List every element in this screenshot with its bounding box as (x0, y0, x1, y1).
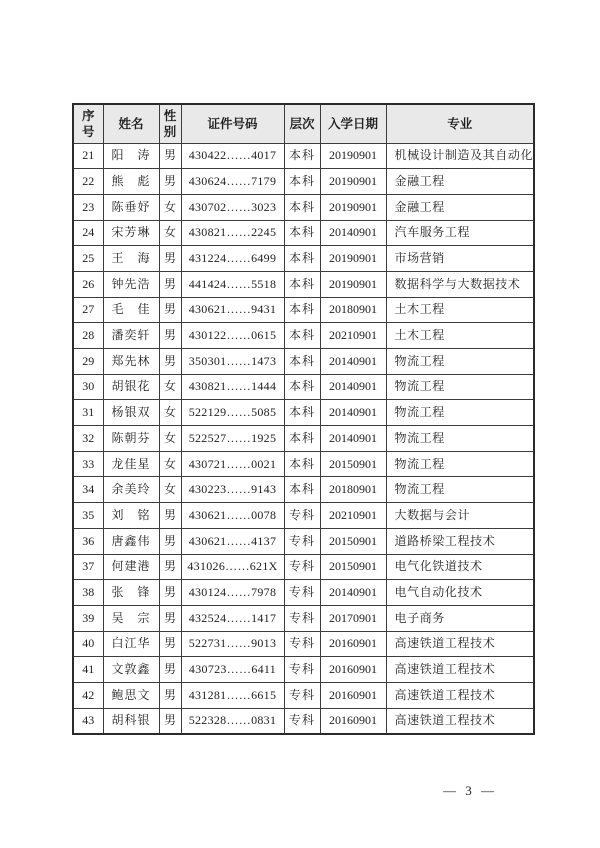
cell-enroll-date: 20190901 (320, 246, 386, 272)
cell-major: 电子商务 (386, 605, 534, 631)
table-header-row (73, 104, 534, 143)
cell-name: 吴 宗 (103, 605, 159, 631)
cell-serial-number: 23 (73, 194, 103, 220)
cell-name: 王 海 (103, 246, 159, 272)
cell-gender: 男 (159, 271, 181, 297)
cell-id-number: 430621……9431 (181, 297, 284, 323)
cell-enroll-date: 20140901 (320, 374, 386, 400)
cell-name: 毛 佳 (103, 297, 159, 323)
table-row (73, 426, 534, 452)
table-row (73, 605, 534, 631)
cell-id-number: 430621……4137 (181, 528, 284, 554)
cell-major: 道路桥梁工程技术 (386, 528, 534, 554)
page-footer (0, 783, 600, 803)
cell-serial-number: 31 (73, 400, 103, 426)
cell-id-number: 522328……0831 (181, 708, 284, 734)
table-row (73, 554, 534, 580)
cell-gender: 女 (159, 477, 181, 503)
cell-enroll-date: 20150901 (320, 451, 386, 477)
cell-level: 专科 (284, 503, 320, 529)
cell-serial-number: 34 (73, 477, 103, 503)
table-body (73, 143, 534, 734)
cell-serial-number: 33 (73, 451, 103, 477)
cell-name: 阳 涛 (103, 143, 159, 169)
header-name: 姓名 (103, 104, 159, 143)
cell-id-number: 430702……3023 (181, 194, 284, 220)
cell-enroll-date: 20140901 (320, 349, 386, 375)
cell-level: 专科 (284, 708, 320, 734)
cell-id-number: 350301……1473 (181, 349, 284, 375)
cell-id-number: 432524……1417 (181, 605, 284, 631)
cell-serial-number: 21 (73, 143, 103, 169)
cell-gender: 男 (159, 143, 181, 169)
cell-major: 金融工程 (386, 169, 534, 195)
cell-id-number: 431224……6499 (181, 246, 284, 272)
header-major: 专业 (386, 104, 534, 143)
cell-major: 物流工程 (386, 426, 534, 452)
table-row (73, 503, 534, 529)
cell-serial-number: 37 (73, 554, 103, 580)
cell-major: 市场营销 (386, 246, 534, 272)
cell-gender: 女 (159, 374, 181, 400)
cell-level: 本科 (284, 400, 320, 426)
cell-name: 胡科银 (103, 708, 159, 734)
table-row (73, 708, 534, 734)
table-row (73, 169, 534, 195)
cell-enroll-date: 20180901 (320, 297, 386, 323)
cell-level: 本科 (284, 297, 320, 323)
cell-major: 高速铁道工程技术 (386, 657, 534, 683)
cell-serial-number: 43 (73, 708, 103, 734)
cell-enroll-date: 20190901 (320, 194, 386, 220)
table-row (73, 297, 534, 323)
cell-id-number: 441424……5518 (181, 271, 284, 297)
cell-level: 本科 (284, 143, 320, 169)
cell-enroll-date: 20190901 (320, 169, 386, 195)
cell-major: 电气化铁道技术 (386, 554, 534, 580)
cell-enroll-date: 20210901 (320, 323, 386, 349)
cell-name: 郑先林 (103, 349, 159, 375)
cell-enroll-date: 20160901 (320, 631, 386, 657)
cell-major: 高速铁道工程技术 (386, 631, 534, 657)
cell-serial-number: 40 (73, 631, 103, 657)
cell-serial-number: 30 (73, 374, 103, 400)
cell-id-number: 431026……621X (181, 554, 284, 580)
cell-level: 专科 (284, 631, 320, 657)
cell-name: 龙佳星 (103, 451, 159, 477)
cell-gender: 男 (159, 349, 181, 375)
cell-name: 陈垂妤 (103, 194, 159, 220)
cell-name: 陈朝芬 (103, 426, 159, 452)
cell-level: 本科 (284, 426, 320, 452)
cell-gender: 男 (159, 580, 181, 606)
cell-serial-number: 24 (73, 220, 103, 246)
table-row (73, 246, 534, 272)
cell-serial-number: 28 (73, 323, 103, 349)
cell-name: 潘奕轩 (103, 323, 159, 349)
cell-name: 宋芳琳 (103, 220, 159, 246)
cell-serial-number: 22 (73, 169, 103, 195)
table-row (73, 349, 534, 375)
header-level: 层次 (284, 104, 320, 143)
cell-enroll-date: 20210901 (320, 503, 386, 529)
cell-level: 本科 (284, 349, 320, 375)
cell-serial-number: 27 (73, 297, 103, 323)
cell-major: 高速铁道工程技术 (386, 682, 534, 708)
cell-level: 本科 (284, 451, 320, 477)
cell-gender: 女 (159, 400, 181, 426)
cell-name: 鲍思文 (103, 682, 159, 708)
cell-name: 文敦鑫 (103, 657, 159, 683)
cell-enroll-date: 20180901 (320, 477, 386, 503)
cell-enroll-date: 20140901 (320, 426, 386, 452)
cell-id-number: 430122……0615 (181, 323, 284, 349)
cell-gender: 男 (159, 554, 181, 580)
table-row (73, 374, 534, 400)
cell-id-number: 522527……1925 (181, 426, 284, 452)
cell-gender: 女 (159, 451, 181, 477)
cell-level: 专科 (284, 657, 320, 683)
cell-id-number: 522731……9013 (181, 631, 284, 657)
cell-id-number: 522129……5085 (181, 400, 284, 426)
cell-name: 张 锋 (103, 580, 159, 606)
table-row (73, 682, 534, 708)
cell-name: 杨银双 (103, 400, 159, 426)
cell-level: 专科 (284, 605, 320, 631)
cell-major: 数据科学与大数据技术 (386, 271, 534, 297)
table-row (73, 580, 534, 606)
table-row (73, 528, 534, 554)
cell-id-number: 430821……2245 (181, 220, 284, 246)
cell-gender: 女 (159, 220, 181, 246)
cell-major: 金融工程 (386, 194, 534, 220)
cell-gender: 女 (159, 426, 181, 452)
cell-major: 物流工程 (386, 451, 534, 477)
cell-level: 本科 (284, 246, 320, 272)
cell-gender: 男 (159, 169, 181, 195)
table-row (73, 220, 534, 246)
cell-serial-number: 36 (73, 528, 103, 554)
cell-enroll-date: 20140901 (320, 580, 386, 606)
cell-serial-number: 38 (73, 580, 103, 606)
table-row (73, 194, 534, 220)
cell-enroll-date: 20150901 (320, 554, 386, 580)
cell-gender: 男 (159, 631, 181, 657)
cell-level: 本科 (284, 194, 320, 220)
cell-major: 土木工程 (386, 323, 534, 349)
cell-enroll-date: 20160901 (320, 708, 386, 734)
cell-enroll-date: 20140901 (320, 400, 386, 426)
cell-name: 钟先浩 (103, 271, 159, 297)
cell-id-number: 430624……7179 (181, 169, 284, 195)
table-row (73, 271, 534, 297)
cell-level: 本科 (284, 323, 320, 349)
cell-major: 物流工程 (386, 374, 534, 400)
cell-gender: 男 (159, 246, 181, 272)
page-number: — 3 — (443, 783, 497, 798)
cell-name: 余美玲 (103, 477, 159, 503)
cell-major: 大数据与会计 (386, 503, 534, 529)
cell-level: 本科 (284, 374, 320, 400)
cell-level: 本科 (284, 271, 320, 297)
cell-serial-number: 29 (73, 349, 103, 375)
cell-major: 机械设计制造及其自动化 (386, 143, 534, 169)
cell-name: 胡银花 (103, 374, 159, 400)
header-serial-number: 序号 (73, 104, 103, 143)
header-id-number: 证件号码 (181, 104, 284, 143)
table-row (73, 631, 534, 657)
cell-serial-number: 39 (73, 605, 103, 631)
header-enroll-date: 入学日期 (320, 104, 386, 143)
cell-enroll-date: 20190901 (320, 271, 386, 297)
cell-id-number: 430124……7978 (181, 580, 284, 606)
cell-gender: 女 (159, 194, 181, 220)
cell-id-number: 430621……0078 (181, 503, 284, 529)
cell-gender: 男 (159, 657, 181, 683)
cell-major: 高速铁道工程技术 (386, 708, 534, 734)
cell-id-number: 430223……9143 (181, 477, 284, 503)
table-row (73, 143, 534, 169)
cell-enroll-date: 20160901 (320, 657, 386, 683)
table-row (73, 477, 534, 503)
cell-major: 土木工程 (386, 297, 534, 323)
table-row (73, 400, 534, 426)
header-gender: 性别 (159, 104, 181, 143)
cell-name: 唐鑫伟 (103, 528, 159, 554)
cell-id-number: 430821……1444 (181, 374, 284, 400)
cell-level: 专科 (284, 682, 320, 708)
cell-serial-number: 42 (73, 682, 103, 708)
cell-major: 汽车服务工程 (386, 220, 534, 246)
cell-gender: 男 (159, 708, 181, 734)
cell-major: 物流工程 (386, 400, 534, 426)
cell-id-number: 431281……6615 (181, 682, 284, 708)
cell-serial-number: 41 (73, 657, 103, 683)
cell-gender: 男 (159, 528, 181, 554)
cell-enroll-date: 20140901 (320, 220, 386, 246)
cell-gender: 男 (159, 323, 181, 349)
cell-level: 专科 (284, 580, 320, 606)
cell-enroll-date: 20150901 (320, 528, 386, 554)
cell-gender: 男 (159, 503, 181, 529)
cell-major: 电气自动化技术 (386, 580, 534, 606)
cell-gender: 男 (159, 297, 181, 323)
cell-name: 熊 彪 (103, 169, 159, 195)
table-row (73, 323, 534, 349)
cell-level: 专科 (284, 528, 320, 554)
cell-level: 本科 (284, 220, 320, 246)
cell-id-number: 430721……0021 (181, 451, 284, 477)
table-header (73, 104, 534, 143)
cell-name: 白江华 (103, 631, 159, 657)
cell-id-number: 430422……4017 (181, 143, 284, 169)
table-row (73, 657, 534, 683)
table-row (73, 451, 534, 477)
cell-gender: 男 (159, 682, 181, 708)
cell-name: 何建港 (103, 554, 159, 580)
cell-enroll-date: 20170901 (320, 605, 386, 631)
cell-serial-number: 26 (73, 271, 103, 297)
cell-gender: 男 (159, 605, 181, 631)
cell-id-number: 430723……6411 (181, 657, 284, 683)
student-enrollment-table (72, 103, 535, 735)
cell-level: 本科 (284, 169, 320, 195)
cell-level: 专科 (284, 554, 320, 580)
cell-serial-number: 32 (73, 426, 103, 452)
cell-enroll-date: 20160901 (320, 682, 386, 708)
cell-major: 物流工程 (386, 349, 534, 375)
cell-serial-number: 35 (73, 503, 103, 529)
cell-name: 刘 铭 (103, 503, 159, 529)
cell-enroll-date: 20190901 (320, 143, 386, 169)
cell-serial-number: 25 (73, 246, 103, 272)
cell-major: 物流工程 (386, 477, 534, 503)
cell-level: 本科 (284, 477, 320, 503)
